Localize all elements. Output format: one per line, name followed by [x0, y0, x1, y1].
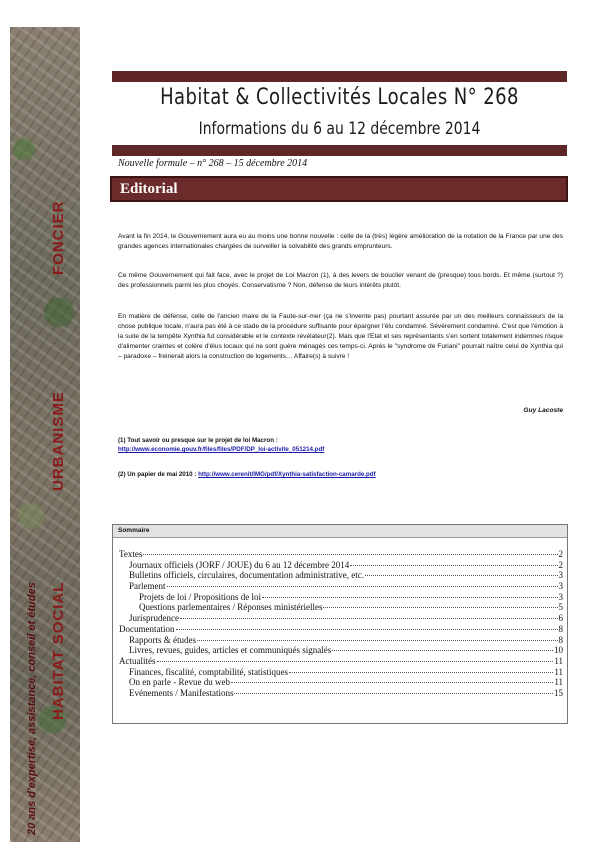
toc-entry[interactable]: [119, 645, 563, 656]
toc-leader-dots: [176, 629, 558, 630]
toc-entry[interactable]: [119, 656, 563, 667]
toc-leader-dots: [231, 682, 553, 683]
toc-entry-label: Actualités: [119, 655, 156, 666]
header-rule-top: [112, 71, 567, 82]
toc-entry[interactable]: [119, 592, 563, 603]
toc-entry-page: 3: [558, 591, 563, 602]
toc-entry[interactable]: [119, 624, 563, 635]
toc-leader-dots: [157, 661, 554, 662]
header-rule-bottom: [112, 145, 567, 156]
toc-entry-label: Parlement: [129, 581, 166, 592]
sidebar-word-habitat-social: HABITAT SOCIAL: [50, 581, 67, 720]
aerial-photo-sidebar: [10, 27, 80, 842]
toc-entry[interactable]: [119, 613, 563, 624]
toc-leader-dots: [289, 672, 553, 673]
toc-entry[interactable]: [119, 581, 563, 592]
toc-entry[interactable]: [119, 602, 563, 613]
footnote-label: (2) Un papier de mai 2010 :: [118, 471, 199, 478]
toc-leader-dots: [143, 554, 557, 555]
toc-entry-page: 10: [554, 645, 563, 656]
sidebar-tagline: 20 ans d'expertise, assistance, conseil et études: [26, 582, 38, 835]
footnote-1: [118, 436, 324, 454]
toc-entry-label: Projets de loi / Propositions de loi: [139, 591, 262, 602]
sidebar-word-urbanisme: URBANISME: [50, 391, 67, 491]
page-title: Habitat & Collectivités Locales N° 268: [160, 85, 519, 110]
toc-entry-page: 11: [554, 666, 563, 677]
toc-entry[interactable]: [119, 677, 563, 688]
editorial-paragraph: En matière de défense, celle de l'ancien maire de la Faute-sur-mer (ça ne s'invente pas) pourtant assurée par un des meilleurs connaisseurs de la chose publique locale, n'aura pas été à ce stade de la procédure suffisante pour épargner l'élu condamné. Sévèrement condamné. C'est que l'émotion à la suite de la tempête Xynthia fut considérable et le contexte révélateur(2). Mais que l'Etat et ses représentants s'en sortent totalement indemnes risque d'alimenter craintes et colère d'élus locaux qui ne sont guère ménagés ces temps-ci. Après le "syndrome de Furiani" pourrait naître celui de Xynthia qui – paradoxe – freinerait alors la construction de logements… Affaire(s) à suivre !: [118, 313, 563, 360]
toc-entry[interactable]: [119, 560, 563, 571]
footnote-link[interactable]: http://www.cerenit/IMG/pdf/Xynthia-satisfaction-camarde.pdf: [198, 471, 376, 478]
toc-entry-label: On en parle - Revue du web: [129, 677, 230, 688]
toc-leader-dots: [167, 586, 558, 587]
toc-leader-dots: [350, 565, 557, 566]
toc-entry-label: Rapports & études: [129, 634, 196, 645]
toc-entry-label: Bulletins officiels, circulaires, documentation administrative, etc.: [129, 570, 365, 581]
toc-entry-page: 8: [558, 634, 563, 645]
toc-entry-page: 15: [554, 687, 563, 698]
sidebar-word-foncier: FONCIER: [50, 200, 67, 275]
toc-entry-label: Evénements / Manifestations: [129, 687, 234, 698]
toc-entry-label: Finances, fiscalité, comptabilité, statistiques: [129, 666, 288, 677]
toc-entry[interactable]: [119, 635, 563, 646]
toc-leader-dots: [365, 575, 557, 576]
toc-entry[interactable]: [119, 688, 563, 699]
toc-leader-dots: [180, 618, 558, 619]
editorial-heading: Editorial: [120, 181, 178, 197]
toc-heading: Sommaire: [113, 525, 567, 538]
toc-entry-label: Documentation: [119, 623, 175, 634]
toc-entry[interactable]: [119, 667, 563, 678]
editorial-paragraph: Ce même Gouvernement qui fait face, avec le projet de Loi Macron (1), à des levers de bouclier venant de (presque) tous bords. Et même (surtout ?) des professionnels parmi les plus choyés. Conservatisme ? Non, défense de leurs intérêts plutôt.: [118, 272, 563, 289]
toc-entry-page: 6: [558, 613, 563, 624]
page-subtitle: Informations du 6 au 12 décembre 2014: [198, 119, 481, 139]
footnote-label: (1) Tout savoir ou presque sur le projet de loi Macron :: [118, 437, 278, 444]
toc-entry[interactable]: [119, 549, 563, 560]
toc-leader-dots: [332, 650, 553, 651]
toc-entry-page: 3: [558, 581, 563, 592]
toc-entry-page: 3: [558, 570, 563, 581]
toc-entry-label: Journaux officiels (JORF / JOUE) du 6 au 12 décembre 2014: [129, 559, 350, 570]
toc-entry-label: Textes: [119, 549, 143, 559]
toc-leader-dots: [323, 607, 557, 608]
toc-entry[interactable]: [119, 570, 563, 581]
table-of-contents: [112, 524, 568, 724]
toc-entry-label: Livres, revues, guides, articles et communiqués signalés: [129, 645, 332, 656]
toc-list: [119, 549, 563, 699]
toc-entry-page: 11: [554, 655, 563, 666]
toc-entry-page: 8: [558, 623, 563, 634]
toc-entry-label: Jurisprudence: [129, 613, 179, 624]
editorial-paragraph: Avant la fin 2014, le Gouvernement aura eu au moins une bonne nouvelle : celle de la (très) légère amélioration de la notation de la France par une des grandes agences internationales chargées de surveiller la solvabilité des grands emprunteurs.: [118, 233, 563, 250]
footnote-link[interactable]: http://www.economie.gouv.fr/files/files/PDF/DP_loi-activite_051214.pdf: [118, 446, 325, 453]
toc-leader-dots: [234, 693, 553, 694]
editorial-author: Guy Lacoste: [523, 407, 563, 414]
toc-entry-page: 2: [558, 549, 563, 559]
toc-leader-dots: [197, 640, 558, 641]
toc-leader-dots: [262, 597, 557, 598]
toc-entry-page: 2: [558, 559, 563, 570]
toc-entry-page: 11: [554, 677, 563, 688]
toc-entry-page: 5: [558, 602, 563, 613]
issue-line: Nouvelle formule – n° 268 – 15 décembre 2014: [118, 158, 308, 169]
footnote-2: [118, 470, 376, 479]
toc-entry-label: Questions parlementaires / Réponses ministérielles: [139, 602, 323, 613]
editorial-heading-band: [110, 176, 568, 202]
